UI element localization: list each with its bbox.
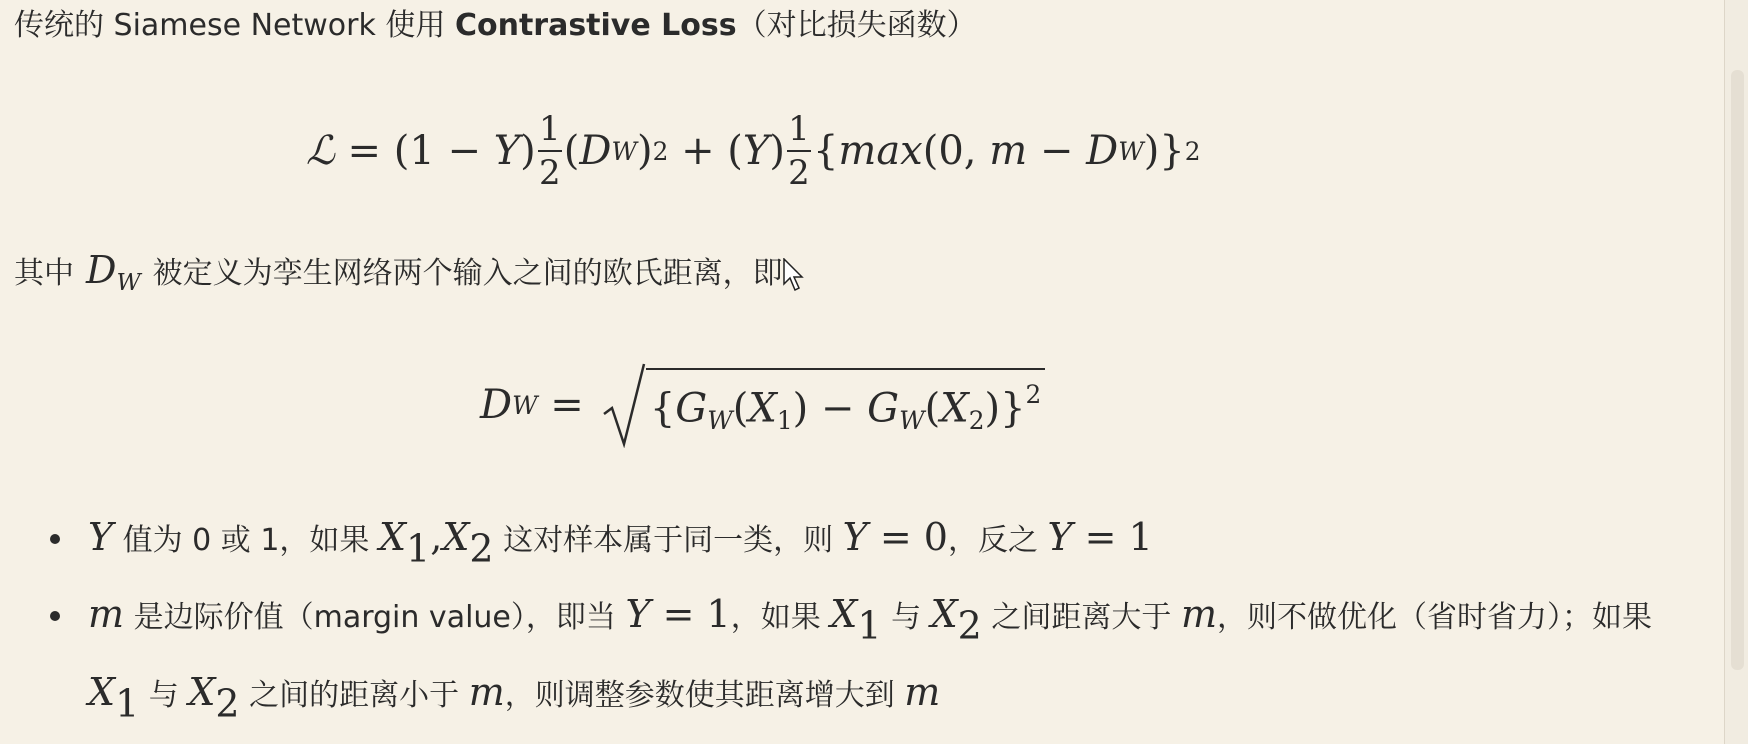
vertical-scrollbar[interactable] xyxy=(1724,0,1748,744)
intro-suffix: （对比损失函数） xyxy=(736,8,977,43)
intro-prefix: 传统的 Siamese Network 使用 xyxy=(14,8,446,43)
scrollbar-thumb[interactable] xyxy=(1731,70,1744,670)
euclidean-distance-formula: D W = $\{G_W(X_1) - G_W(X_2)\}^2$ xyxy=(480,360,1045,450)
contrastive-loss-formula: ℒ = (1 − Y ) $\frac{1}{2}$ ( D W ) 2 + ( Y ) $\frac{1}{2}$ { max (0, m − D W )} 2 xyxy=(306,109,1201,193)
bullet-margin-definition: m 是边际价值（margin value），即当 Y = 1，如果 $X_1$ 与 $X_2$ 之间距离大于 m，则不做优化（省时省力）；如果 $X_1$ 与 $X_2$ 之间的距离小于 m，则调整参数使其距离增大到 m xyxy=(42,581,1688,736)
mouse-pointer-icon xyxy=(783,258,805,292)
sqrt-symbol xyxy=(602,362,646,448)
intro-bold-term: Contrastive Loss xyxy=(454,8,737,43)
definition-suffix: 被定义为孪生网络两个输入之间的欧氏距离，即 xyxy=(152,256,783,291)
intro-line xyxy=(14,0,977,44)
definition-line xyxy=(14,248,783,296)
definition-prefix: 其中 xyxy=(14,256,74,291)
bullet-y-definition: Y 值为 0 或 1，如果 $X_1,X_2$ 这对样本属于同一类，则 Y = 0，反之 Y = 1 xyxy=(42,504,1688,581)
bullet-list xyxy=(42,504,1688,736)
dw-symbol: $D_W$ xyxy=(86,248,141,297)
